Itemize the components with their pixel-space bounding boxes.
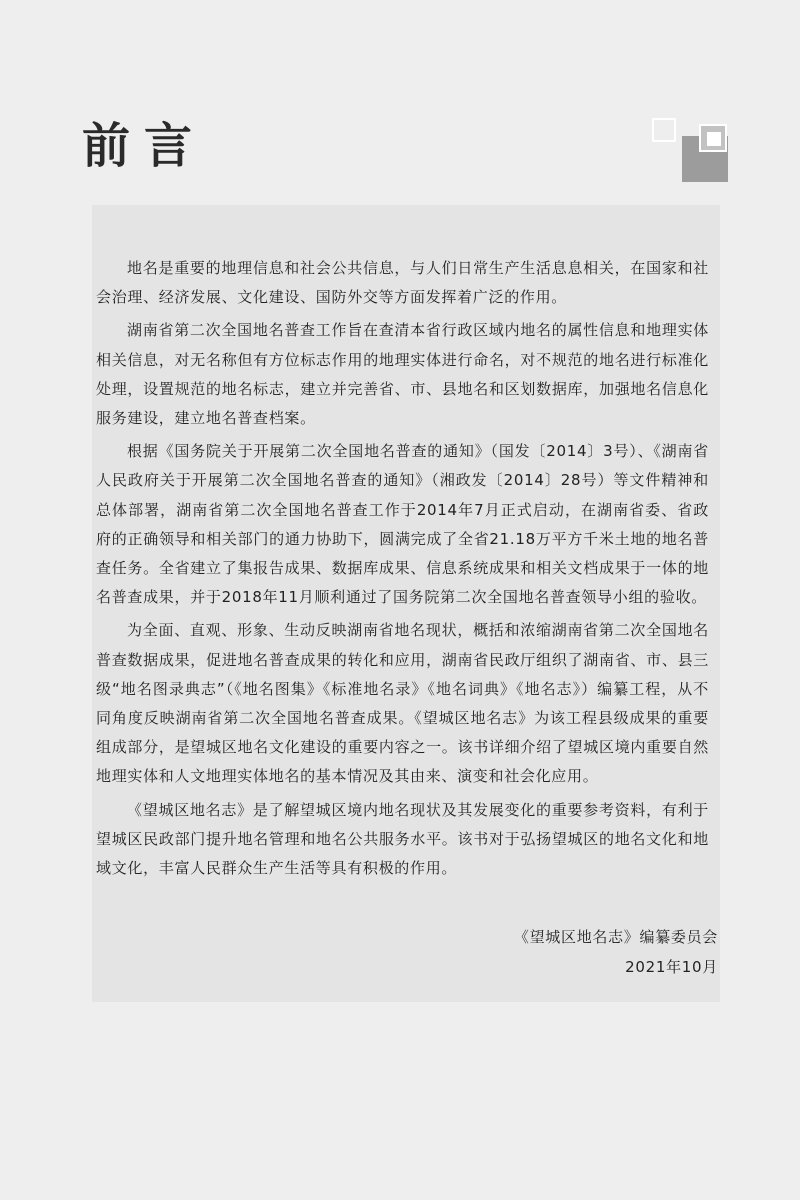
paragraph-5: 《望城区地名志》是了解望城区境内地名现状及其发展变化的重要参考资料，有利于望城区民政部门提升地名管理和地名公共服务水平。该书对于弘扬望城区的地名文化和地域文化，丰富人民群众生产生活等具有积极的作用。	[96, 800, 709, 878]
signature-date: 2021年10月	[625, 958, 718, 976]
signature-author: 《望城区地名志》编纂委员会	[513, 928, 718, 946]
signature-block	[514, 922, 718, 982]
page-title: 前言	[82, 118, 207, 174]
decorative-square-outline	[652, 118, 676, 142]
preface-body	[96, 254, 709, 887]
paragraph-2: 湖南省第二次全国地名普查工作旨在查清本省行政区域内地名的属性信息和地理实体相关信息，对无名称但有方位标志作用的地理实体进行命名，对不规范的地名进行标准化处理，设置规范的地名标志，建立并完善省、市、县地名和区划数据库，加强地名信息化服务建设，建立地名普查档案。	[96, 321, 709, 428]
paragraph-1: 地名是重要的地理信息和社会公共信息，与人们日常生产生活息息相关，在国家和社会治理、经济发展、文化建设、国防外交等方面发挥着广泛的作用。	[96, 259, 709, 307]
paragraph-3: 根据《国务院关于开展第二次全国地名普查的通知》（国发〔2014〕3号）、《湖南省人民政府关于开展第二次全国地名普查的通知》（湘政发〔2014〕28号）等文件精神和总体部署，湖南省第二次全国地名普查工作于2014年7月正式启动，在湖南省委、省政府的正确领导和相关部门的通力协助下，圆满完成了全省21.18万平方千米土地的地名普查任务。全省建立了集报告成果、数据库成果、信息系统成果和相关文档成果于一体的地名普查成果，并于2018年11月顺利通过了国务院第二次全国地名普查领导小组的验收。	[96, 442, 709, 607]
decorative-square-light	[707, 132, 721, 146]
paragraph-4: 为全面、直观、形象、生动反映湖南省地名现状，概括和浓缩湖南省第二次全国地名普查数据成果，促进地名普查成果的转化和应用，湖南省民政厅组织了湖南省、市、县三级“地名图录典志”（《地名图集》《标准地名录》《地名词典》《地名志》）编纂工程，从不同角度反映湖南省第二次全国地名普查成果。《望城区地名志》为该工程县级成果的重要组成部分，是望城区地名文化建设的重要内容之一。该书详细介绍了望城区境内重要自然地理实体和人文地理实体地名的基本情况及其由来、演变和社会化应用。	[96, 621, 709, 786]
